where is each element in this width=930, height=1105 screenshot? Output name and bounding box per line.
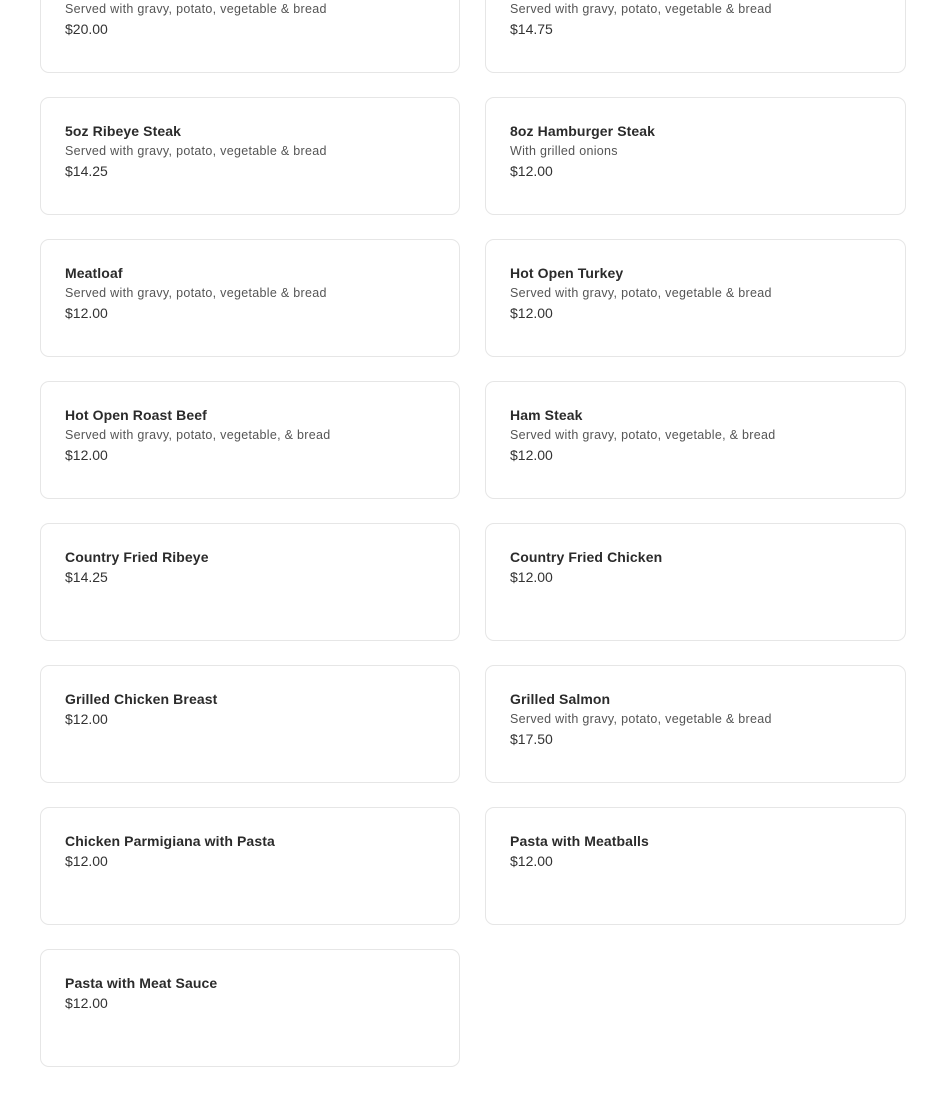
menu-item-name: Meatloaf — [65, 265, 123, 281]
menu-item-name: Country Fried Ribeye — [65, 549, 209, 565]
menu-item-card-pasta-with-meat-sauce[interactable] — [40, 949, 460, 1067]
menu-item-card-8oz-strip-steak[interactable] — [485, 0, 906, 73]
menu-item-name: Hot Open Roast Beef — [65, 407, 207, 423]
menu-item-name: 5oz Ribeye Steak — [65, 123, 181, 139]
menu-item-name: Grilled Salmon — [510, 691, 611, 707]
menu-item-price: $14.25 — [65, 569, 108, 585]
menu-item-description: Served with gravy, potato, vegetable, & bread — [65, 428, 331, 442]
menu-item-name: Ham Steak — [510, 407, 583, 423]
menu-item-price: $12.00 — [65, 853, 108, 869]
menu-item-name: Pasta with Meatballs — [510, 833, 649, 849]
menu-item-price: $12.00 — [65, 305, 108, 321]
menu-item-description: Served with gravy, potato, vegetable & bread — [65, 144, 327, 158]
menu-item-card-pasta-with-meatballs[interactable] — [485, 807, 906, 925]
menu-item-grid — [40, 0, 906, 1067]
menu-item-price: $12.00 — [510, 305, 553, 321]
menu-item-card-meatloaf[interactable] — [40, 239, 460, 357]
menu-item-price: $12.00 — [510, 447, 553, 463]
menu-item-price: $12.00 — [65, 711, 108, 727]
menu-item-description: Served with gravy, potato, vegetable & bread — [510, 712, 772, 726]
menu-item-name: Hot Open Turkey — [510, 265, 624, 281]
menu-item-price: $12.00 — [510, 853, 553, 869]
menu-item-card-country-fried-chicken[interactable] — [485, 523, 906, 641]
menu-item-price: $12.00 — [65, 995, 108, 1011]
menu-item-price: $12.00 — [65, 447, 108, 463]
menu-item-price: $12.00 — [510, 163, 553, 179]
menu-item-card-chicken-parmigiana-with-pasta[interactable] — [40, 807, 460, 925]
menu-item-card-grilled-chicken-breast[interactable] — [40, 665, 460, 783]
menu-item-name: Chicken Parmigiana with Pasta — [65, 833, 275, 849]
menu-item-name: Grilled Chicken Breast — [65, 691, 218, 707]
menu-item-price: $14.25 — [65, 163, 108, 179]
menu-item-price: $17.50 — [510, 731, 553, 747]
menu-item-card-5oz-ribeye-steak[interactable] — [40, 97, 460, 215]
menu-item-card-country-fried-ribeye[interactable] — [40, 523, 460, 641]
menu-item-card-ham-steak[interactable] — [485, 381, 906, 499]
menu-item-card-8oz-hamburger-steak[interactable] — [485, 97, 906, 215]
menu-item-card-hot-open-roast-beef[interactable] — [40, 381, 460, 499]
menu-item-name: Country Fried Chicken — [510, 549, 663, 565]
menu-item-name: Pasta with Meat Sauce — [65, 975, 218, 991]
menu-item-description: Served with gravy, potato, vegetable, & bread — [510, 428, 776, 442]
menu-item-description: With grilled onions — [510, 144, 618, 158]
menu-item-name: 8oz Hamburger Steak — [510, 123, 656, 139]
menu-item-price: $14.75 — [510, 21, 553, 37]
menu-item-description: Served with gravy, potato, vegetable & bread — [65, 286, 327, 300]
menu-item-card-10oz-strip-steak[interactable] — [40, 0, 460, 73]
menu-item-price: $12.00 — [510, 569, 553, 585]
menu-item-description: Served with gravy, potato, vegetable & bread — [510, 286, 772, 300]
menu-item-description: Served with gravy, potato, vegetable & bread — [65, 2, 327, 16]
menu-item-description: Served with gravy, potato, vegetable & bread — [510, 2, 772, 16]
menu-item-price: $20.00 — [65, 21, 108, 37]
menu-item-card-hot-open-turkey[interactable] — [485, 239, 906, 357]
menu-item-card-grilled-salmon[interactable] — [485, 665, 906, 783]
